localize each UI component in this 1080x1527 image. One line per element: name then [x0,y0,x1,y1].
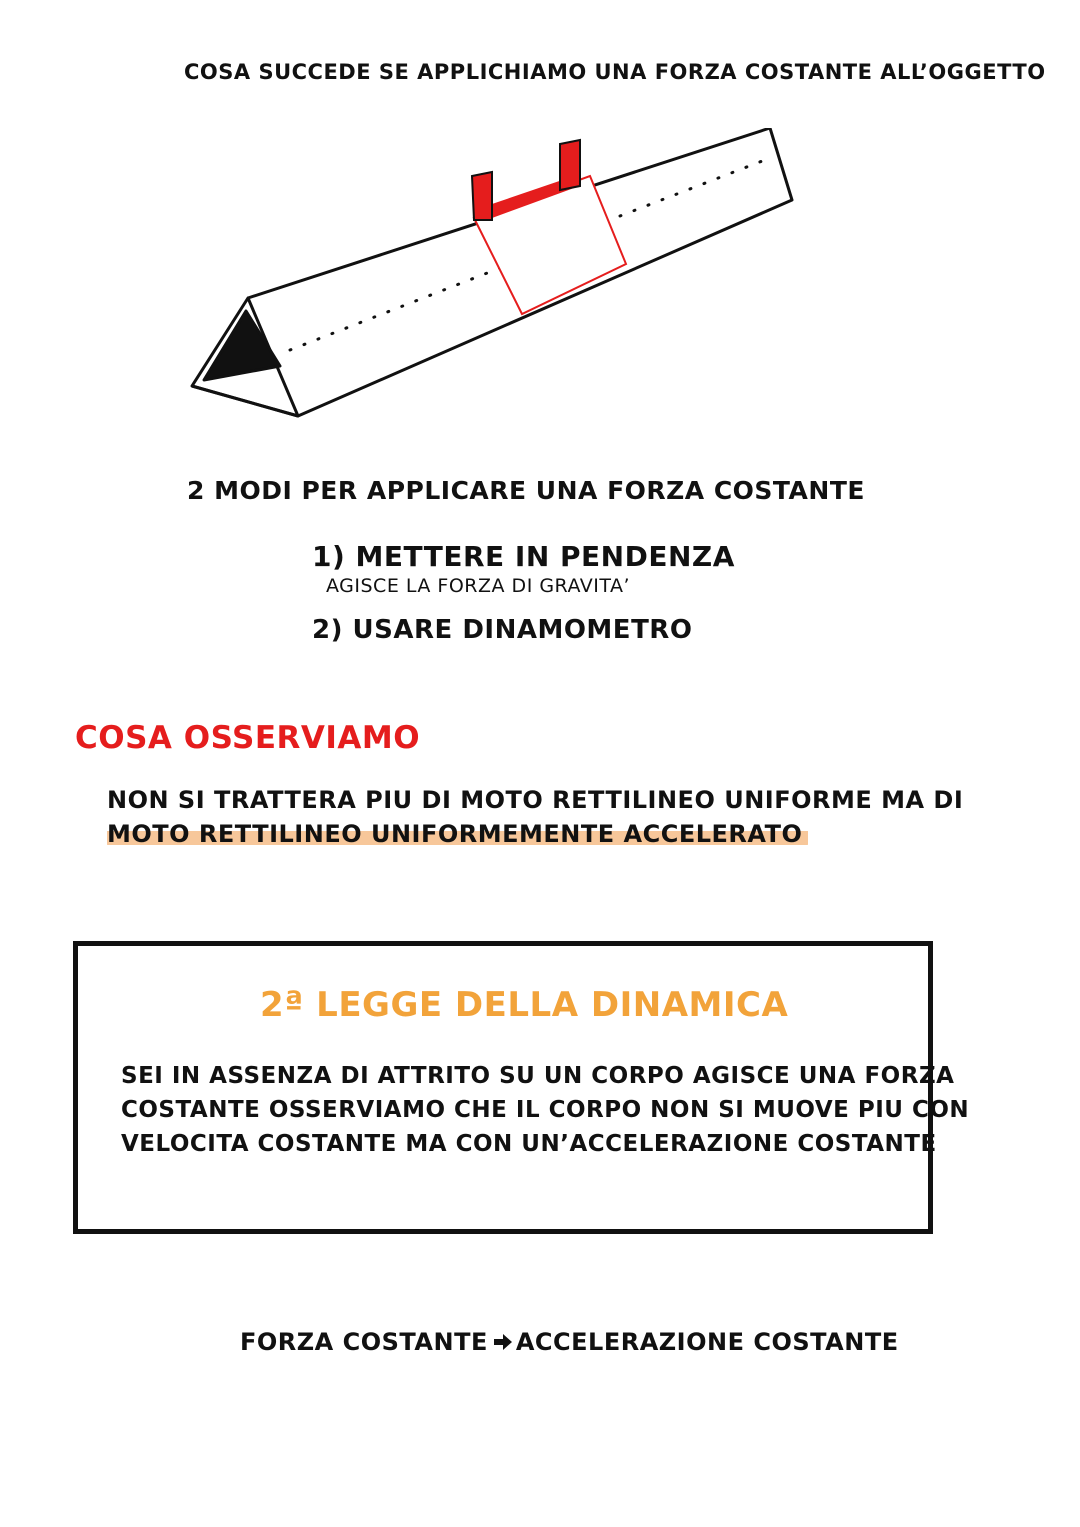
mode-item-2: 2) USARE DINAMOMETRO [312,615,693,645]
glider-post-left [472,172,492,220]
air-track-illustration [180,128,800,428]
observation-title: COSA OSSERVIAMO [75,720,421,756]
intro-question: COSA SUCCEDE SE APPLICHIAMO UNA FORZA COSTANTE ALL’OGGETTO [184,60,1046,84]
observation-line-2 [107,820,808,848]
law-line-3: VELOCITA COSTANTE MA CON UN’ACCELERAZIONE COSTANTE [121,1131,937,1157]
law-title: 2ª LEGGE DELLA DINAMICA [260,985,789,1025]
law-line-1: SEI IN ASSENZA DI ATTRITO SU UN CORPO AGISCE UNA FORZA [121,1063,955,1089]
glider-post-right [560,140,580,190]
modes-heading: 2 MODI PER APPLICARE UNA FORZA COSTANTE [187,476,865,505]
observation-line-1: NON SI TRATTERA PIU DI MOTO RETTILINEO UNIFORME MA DI [107,786,964,814]
conclusion-right: ACCELERAZIONE COSTANTE [515,1328,899,1356]
right-arrow-icon [492,1332,514,1352]
conclusion-left: FORZA COSTANTE [240,1328,488,1356]
mode-item-1: 1) METTERE IN PENDENZA [312,540,735,573]
conclusion [240,1328,899,1356]
glider-cart [472,140,626,314]
observation-highlight: MOTO RETTILINEO UNIFORMEMENTE ACCELERATO [107,820,808,848]
law-line-2: COSTANTE OSSERVIAMO CHE IL CORPO NON SI MUOVE PIU CON [121,1097,970,1123]
mode-item-1-note: AGISCE LA FORZA DI GRAVITA’ [326,575,631,597]
